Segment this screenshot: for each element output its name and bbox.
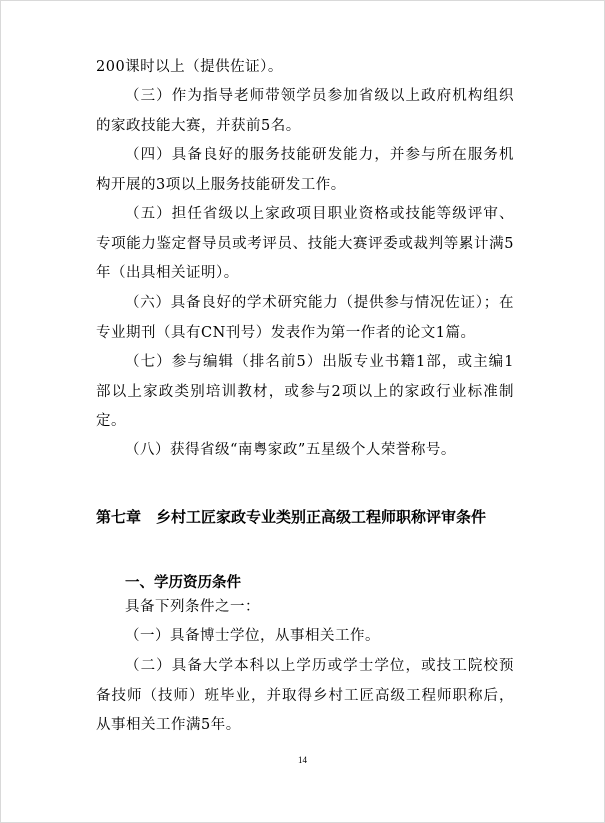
section-item-2: （二）具备大学本科以上学历或学士学位，或技工院校预备技师（技师）班毕业，并取得乡村工匠高级工程师职称后，从事相关工作满5年。 bbox=[96, 658, 514, 733]
paragraph-item-3: （三）作为指导老师带领学员参加省级以上政府机构组织的家政技能大赛，并获前5名。 bbox=[96, 88, 514, 134]
section-intro: 具备下列条件之一： bbox=[125, 599, 260, 615]
paragraph-item-7: （七）参与编辑（排名前5）出版专业书籍1部，或主编1部以上家政类别培训教材，或参与2项以上的家政行业标准制定。 bbox=[96, 354, 514, 429]
paragraph-item-6: （六）具备良好的学术研究能力（提供参与情况佐证）；在专业期刊（具有CN刊号）发表作为第一作者的论文1篇。 bbox=[96, 295, 514, 341]
chapter-title: 第七章 乡村工匠家政专业类别正高级工程师职称评审条件 bbox=[96, 508, 487, 526]
section-item-1: （一）具备博士学位，从事相关工作。 bbox=[125, 628, 380, 644]
paragraph-continuation: 200课时以上（提供佐证）。 bbox=[96, 59, 283, 75]
paragraph-item-5: （五）担任省级以上家政项目职业资格或技能等级评审、专项能力鉴定督导员或考评员、技能大赛评委或裁判等累计满5年（出具相关证明）。 bbox=[96, 206, 514, 281]
paragraph-item-8: （八）获得省级“南粤家政”五星级个人荣誉称号。 bbox=[125, 442, 456, 458]
section-title: 一、学历资历条件 bbox=[125, 575, 241, 591]
paragraph-item-4: （四）具备良好的服务技能研发能力，并参与所在服务机构开展的3项以上服务技能研发工作。 bbox=[96, 147, 514, 193]
page-number: 14 bbox=[298, 755, 307, 765]
